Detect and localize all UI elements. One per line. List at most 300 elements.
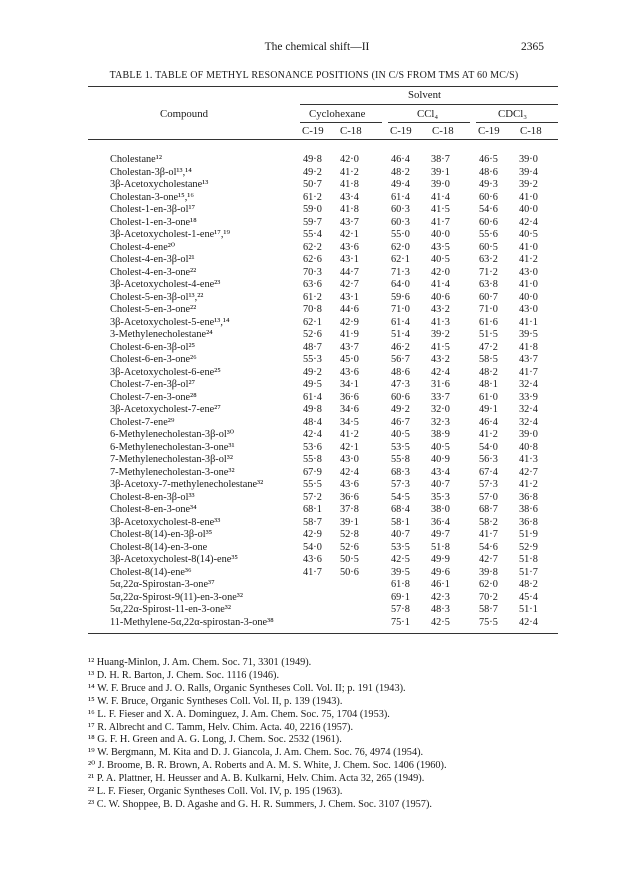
shift-value: 58·7 xyxy=(479,604,498,615)
shift-value: 52·8 xyxy=(340,529,359,540)
shift-value: 43·2 xyxy=(431,304,450,315)
shift-value: 51·7 xyxy=(519,566,538,578)
shift-value: 70·2 xyxy=(479,591,498,603)
shift-value: 69·1 xyxy=(391,591,410,603)
shift-value: 61·4 xyxy=(391,316,410,328)
shift-value: 36·8 xyxy=(519,516,538,528)
table-row xyxy=(0,354,624,367)
table-body xyxy=(0,154,624,629)
shift-value: 51·8 xyxy=(519,554,538,565)
shift-value: 55·5 xyxy=(303,479,322,490)
shift-value: 41·4 xyxy=(431,279,450,290)
shift-value: 41·2 xyxy=(340,166,359,178)
shift-value: 42·0 xyxy=(340,154,359,165)
shift-value: 54·6 xyxy=(479,204,498,215)
shift-value: 51·9 xyxy=(519,529,538,540)
shift-value: 41·0 xyxy=(519,191,538,203)
compound-name: Cholest-1-en-3-one¹⁸ xyxy=(110,216,197,228)
shift-value: 58·2 xyxy=(479,516,498,528)
table-row xyxy=(0,317,624,330)
compound-name: 11-Methylene-5α,22α-spirostan-3-one³⁸ xyxy=(110,616,274,628)
shift-value: 41·8 xyxy=(340,204,359,215)
shift-value: 48·1 xyxy=(479,379,498,390)
shift-value: 39·1 xyxy=(340,516,359,528)
shift-value: 31·6 xyxy=(431,379,450,390)
solvent-rule xyxy=(300,104,558,105)
shift-value: 58·1 xyxy=(391,516,410,528)
shift-value: 60·5 xyxy=(479,241,498,253)
shift-value: 75·5 xyxy=(479,616,498,628)
shift-value: 40·0 xyxy=(519,291,538,303)
compound-name: 3β-Acetoxycholestane¹³ xyxy=(110,179,209,190)
shift-value: 61·8 xyxy=(391,579,410,590)
table-row xyxy=(0,217,624,230)
shift-value: 42·7 xyxy=(340,279,359,290)
shift-value: 40·0 xyxy=(431,229,450,240)
compound-name: 5α,22α-Spirost-11-en-3-one³² xyxy=(110,604,231,615)
shift-value: 55·6 xyxy=(479,229,498,240)
shift-value: 38·0 xyxy=(431,504,450,515)
shift-value: 39·2 xyxy=(519,179,538,190)
shift-value: 53·5 xyxy=(391,441,410,453)
shift-value: 43·0 xyxy=(340,454,359,465)
shift-value: 55·8 xyxy=(303,454,322,465)
shift-value: 62·6 xyxy=(303,254,322,265)
shift-value: 43·4 xyxy=(431,466,450,478)
compound-name: 3β-Acetoxycholest-7-ene²⁷ xyxy=(110,404,221,415)
shift-value: 68·4 xyxy=(391,504,410,515)
shift-value: 57·3 xyxy=(479,479,498,490)
table-row xyxy=(0,404,624,417)
shift-value: 54·0 xyxy=(303,541,322,553)
shift-value: 42·1 xyxy=(340,441,359,453)
table-row xyxy=(0,604,624,617)
footnote: ¹⁹ W. Bergmann, M. Kita and D. J. Giancola, J. Am. Chem. Soc. 76, 4974 (1954). xyxy=(88,747,424,759)
compound-name: Cholest-8-en-3β-ol³³ xyxy=(110,491,195,503)
shift-value: 71·2 xyxy=(479,266,498,278)
shift-value: 34·6 xyxy=(340,404,359,415)
shift-value: 55·4 xyxy=(303,229,322,240)
shift-value: 46·2 xyxy=(391,341,410,353)
shift-value: 60·3 xyxy=(391,204,410,215)
compound-name: Cholest-6-en-3β-ol²⁵ xyxy=(110,341,196,353)
compound-name: 3-Methylenecholestane²⁴ xyxy=(110,329,213,340)
table-row xyxy=(0,167,624,180)
shift-value: 43·7 xyxy=(340,341,359,353)
shift-value: 48·6 xyxy=(479,166,498,178)
shift-value: 36·6 xyxy=(340,391,359,403)
shift-value: 39·4 xyxy=(519,166,538,178)
shift-value: 50·7 xyxy=(303,179,322,190)
running-head xyxy=(90,40,544,54)
shift-value: 39·0 xyxy=(519,154,538,165)
shift-value: 41·2 xyxy=(340,429,359,440)
shift-value: 39·0 xyxy=(519,429,538,440)
shift-value: 48·3 xyxy=(431,604,450,615)
shift-value: 33·9 xyxy=(519,391,538,403)
table-row xyxy=(0,567,624,580)
compound-name: 3β-Acetoxycholest-1-ene¹⁷,¹⁹ xyxy=(110,229,231,240)
shift-value: 40·5 xyxy=(391,429,410,440)
shift-value: 35·3 xyxy=(431,491,450,503)
solvent-cdcl3-header: CDCl₃ xyxy=(498,108,527,120)
compound-name: 7-Methylenecholestan-3β-ol³² xyxy=(110,454,233,465)
shift-value: 64·0 xyxy=(391,279,410,290)
shift-value: 52·9 xyxy=(519,541,538,553)
shift-value: 55·0 xyxy=(391,229,410,240)
footnote: ¹⁵ W. F. Bruce, Organic Syntheses Coll. Vol. II, p. 139 (1943). xyxy=(88,695,343,707)
shift-value: 40·0 xyxy=(519,204,538,215)
compound-name: Cholest-4-en-3β-ol²¹ xyxy=(110,254,195,265)
shift-value: 42·4 xyxy=(303,429,322,440)
table-row xyxy=(0,229,624,242)
table-row xyxy=(0,579,624,592)
shift-value: 37·8 xyxy=(340,504,359,515)
table-row xyxy=(0,454,624,467)
page-number: 2365 xyxy=(521,41,544,53)
shift-value: 63·6 xyxy=(303,279,322,290)
shift-value: 58·7 xyxy=(303,516,322,528)
table-row xyxy=(0,554,624,567)
shift-value: 36·8 xyxy=(519,491,538,503)
table-row xyxy=(0,292,624,305)
shift-value: 55·3 xyxy=(303,354,322,365)
footnote: ²⁰ J. Broome, B. R. Brown, A. Roberts and A. M. S. White, J. Chem. Soc. 1406 (1960). xyxy=(88,760,447,772)
table-row xyxy=(0,479,624,492)
shift-value: 59·6 xyxy=(391,291,410,303)
table-row xyxy=(0,504,624,517)
shift-value: 42·4 xyxy=(519,216,538,228)
shift-value: 48·2 xyxy=(391,166,410,178)
shift-value: 40·5 xyxy=(431,254,450,265)
shift-value: 43·0 xyxy=(519,304,538,315)
shift-value: 41·1 xyxy=(519,316,538,328)
shift-value: 40·5 xyxy=(519,229,538,240)
shift-value: 32·3 xyxy=(431,416,450,428)
shift-value: 57·8 xyxy=(391,604,410,615)
shift-value: 49·9 xyxy=(431,554,450,565)
shift-value: 49·5 xyxy=(303,379,322,390)
shift-value: 32·0 xyxy=(431,404,450,415)
shift-value: 42·0 xyxy=(431,266,450,278)
shift-value: 70·3 xyxy=(303,266,322,278)
shift-value: 41·8 xyxy=(519,341,538,353)
shift-value: 41·7 xyxy=(479,529,498,540)
shift-value: 60·6 xyxy=(479,191,498,203)
shift-value: 61·0 xyxy=(479,391,498,403)
table-row xyxy=(0,529,624,542)
shift-value: 33·7 xyxy=(431,391,450,403)
footnote: ¹⁸ G. F. H. Green and A. G. Long, J. Chem. Soc. 2532 (1961). xyxy=(88,734,342,746)
shift-value: 46·5 xyxy=(479,154,498,165)
shift-value: 49·4 xyxy=(391,179,410,190)
shift-value: 51·4 xyxy=(391,329,410,340)
shift-value: 42·4 xyxy=(340,466,359,478)
shift-value: 54·0 xyxy=(479,441,498,453)
shift-value: 50·5 xyxy=(340,554,359,565)
solvent-header: Solvent xyxy=(408,89,441,101)
shift-value: 43·7 xyxy=(340,216,359,228)
shift-value: 46·7 xyxy=(391,416,410,428)
shift-value: 63·2 xyxy=(479,254,498,265)
shift-value: 39·0 xyxy=(431,179,450,190)
shift-value: 38·6 xyxy=(519,504,538,515)
shift-value: 39·8 xyxy=(479,566,498,578)
compound-header: Compound xyxy=(160,108,208,120)
compound-name: 3β-Acetoxycholest-6-ene²⁵ xyxy=(110,366,221,378)
footnote: ¹⁶ L. F. Fieser and X. A. Dominguez, J. Am. Chem. Soc. 75, 1704 (1953). xyxy=(88,708,390,720)
compound-name: 3β-Acetoxycholest-8(14)-ene³⁵ xyxy=(110,554,238,565)
shift-value: 43·4 xyxy=(340,191,359,203)
shift-value: 61·2 xyxy=(303,291,322,303)
compound-name: Cholest-8(14)-en-3-one xyxy=(110,541,208,553)
shift-value: 62·1 xyxy=(303,316,322,328)
shift-value: 49·2 xyxy=(303,166,322,178)
shift-value: 53·5 xyxy=(391,541,410,553)
compound-name: Cholest-5-en-3β-ol¹³,²² xyxy=(110,291,204,303)
solvent-sub-rule-cyclohexane xyxy=(300,122,382,123)
shift-value: 47·3 xyxy=(391,379,410,390)
compound-name: Cholest-7-ene²⁹ xyxy=(110,416,175,428)
solvent-sub-rule-cdcl3 xyxy=(476,122,558,123)
shift-value: 49·3 xyxy=(479,179,498,190)
shift-value: 43·0 xyxy=(519,266,538,278)
shift-value: 49·1 xyxy=(479,404,498,415)
shift-value: 59·0 xyxy=(303,204,322,215)
compound-name: Cholestan-3-one¹⁵,¹⁶ xyxy=(110,191,194,203)
shift-value: 40·9 xyxy=(431,454,450,465)
shift-value: 51·8 xyxy=(431,541,450,553)
shift-value: 47·2 xyxy=(479,341,498,353)
shift-value: 60·6 xyxy=(391,391,410,403)
table-row xyxy=(0,417,624,430)
table-row xyxy=(0,592,624,605)
shift-value: 49·2 xyxy=(391,404,410,415)
table-row xyxy=(0,379,624,392)
shift-value: 40·8 xyxy=(519,441,538,453)
compound-name: Cholestane¹² xyxy=(110,154,162,165)
table-row xyxy=(0,392,624,405)
shift-value: 42·3 xyxy=(431,591,450,603)
table-row xyxy=(0,492,624,505)
table-row xyxy=(0,304,624,317)
shift-value: 42·9 xyxy=(340,316,359,328)
shift-value: 46·1 xyxy=(431,579,450,590)
footnote: ¹⁴ W. F. Bruce and J. O. Ralls, Organic Syntheses Coll. Vol. II; p. 191 (1943). xyxy=(88,682,406,694)
shift-value: 48·6 xyxy=(391,366,410,378)
shift-value: 41·2 xyxy=(479,429,498,440)
table-row xyxy=(0,429,624,442)
compound-name: 6-Methylenecholestan-3-one³¹ xyxy=(110,441,235,453)
shift-value: 48·2 xyxy=(519,579,538,590)
shift-value: 41·5 xyxy=(431,341,450,353)
shift-value: 42·4 xyxy=(519,616,538,628)
shift-value: 62·0 xyxy=(391,241,410,253)
shift-value: 38·7 xyxy=(431,154,450,165)
shift-value: 43·6 xyxy=(303,554,322,565)
solvent-cyclohexane-header: Cyclohexane xyxy=(309,108,366,120)
shift-value: 32·4 xyxy=(519,416,538,428)
shift-value: 41·2 xyxy=(519,479,538,490)
shift-value: 40·7 xyxy=(391,529,410,540)
shift-value: 43·1 xyxy=(340,254,359,265)
shift-value: 60·3 xyxy=(391,216,410,228)
shift-value: 49·2 xyxy=(303,366,322,378)
solvent-ccl4-header: CCl₄ xyxy=(417,108,439,120)
table-top-rule xyxy=(88,86,558,87)
shift-value: 40·6 xyxy=(431,291,450,303)
shift-value: 43·6 xyxy=(340,241,359,253)
shift-value: 42·7 xyxy=(519,466,538,478)
table-row xyxy=(0,192,624,205)
shift-value: 71·0 xyxy=(391,304,410,315)
shift-value: 56·7 xyxy=(391,354,410,365)
subheader-c18: C-18 xyxy=(520,125,542,137)
table-row xyxy=(0,442,624,455)
shift-value: 41·7 xyxy=(431,216,450,228)
shift-value: 40·5 xyxy=(431,441,450,453)
shift-value: 54·6 xyxy=(479,541,498,553)
compound-name: Cholest-8-en-3-one³⁴ xyxy=(110,504,197,515)
shift-value: 45·4 xyxy=(519,591,538,603)
shift-value: 62·0 xyxy=(479,579,498,590)
table-row xyxy=(0,267,624,280)
shift-value: 60·6 xyxy=(479,216,498,228)
table-row xyxy=(0,367,624,380)
shift-value: 48·4 xyxy=(303,416,322,428)
shift-value: 39·1 xyxy=(431,166,450,178)
shift-value: 60·7 xyxy=(479,291,498,303)
shift-value: 75·1 xyxy=(391,616,410,628)
table-row xyxy=(0,329,624,342)
shift-value: 49·6 xyxy=(431,566,450,578)
shift-value: 41·5 xyxy=(431,204,450,215)
compound-name: Cholest-6-en-3-one²⁶ xyxy=(110,354,197,365)
shift-value: 39·5 xyxy=(519,329,538,340)
shift-value: 68·1 xyxy=(303,504,322,515)
shift-value: 67·4 xyxy=(479,466,498,478)
table-row xyxy=(0,279,624,292)
shift-value: 39·2 xyxy=(431,329,450,340)
compound-name: Cholest-7-en-3-one²⁸ xyxy=(110,391,197,403)
shift-value: 62·2 xyxy=(303,241,322,253)
shift-value: 43·7 xyxy=(519,354,538,365)
shift-value: 41·7 xyxy=(519,366,538,378)
table-row xyxy=(0,154,624,167)
shift-value: 43·1 xyxy=(340,291,359,303)
shift-value: 71·0 xyxy=(479,304,498,315)
shift-value: 46·4 xyxy=(479,416,498,428)
shift-value: 68·7 xyxy=(479,504,498,515)
shift-value: 43·2 xyxy=(431,354,450,365)
compound-name: 3β-Acetoxy-7-methylenecholestane³² xyxy=(110,479,264,490)
shift-value: 61·4 xyxy=(391,191,410,203)
shift-value: 49·8 xyxy=(303,404,322,415)
table-row xyxy=(0,242,624,255)
shift-value: 48·7 xyxy=(303,341,322,353)
shift-value: 44·6 xyxy=(340,304,359,315)
shift-value: 42·9 xyxy=(303,529,322,540)
compound-name: 5α,22α-Spirostan-3-one³⁷ xyxy=(110,579,215,590)
footnotes xyxy=(88,657,558,812)
table-row xyxy=(0,542,624,555)
shift-value: 42·1 xyxy=(340,229,359,240)
shift-value: 36·4 xyxy=(431,516,450,528)
shift-value: 41·0 xyxy=(519,241,538,253)
shift-value: 55·8 xyxy=(391,454,410,465)
shift-value: 49·7 xyxy=(431,529,450,540)
shift-value: 59·7 xyxy=(303,216,322,228)
table-row xyxy=(0,617,624,630)
shift-value: 41·0 xyxy=(519,279,538,290)
compound-name: Cholest-4-en-3-one²² xyxy=(110,266,197,278)
compound-name: Cholest-8(14)-ene³⁶ xyxy=(110,566,192,578)
shift-value: 50·6 xyxy=(340,566,359,578)
compound-name: Cholest-4-ene²⁰ xyxy=(110,241,175,253)
shift-value: 63·8 xyxy=(479,279,498,290)
subheader-c18: C-18 xyxy=(340,125,362,137)
shift-value: 71·3 xyxy=(391,266,410,278)
compound-name: Cholest-1-en-3β-ol¹⁷ xyxy=(110,204,196,215)
compound-name: Cholest-8(14)-en-3β-ol³⁵ xyxy=(110,529,213,540)
subheader-c19: C-19 xyxy=(390,125,412,137)
table-row xyxy=(0,179,624,192)
shift-value: 57·3 xyxy=(391,479,410,490)
shift-value: 42·4 xyxy=(431,366,450,378)
compound-name: Cholest-5-en-3-one²² xyxy=(110,304,197,315)
table-row xyxy=(0,517,624,530)
table-row xyxy=(0,254,624,267)
footnote: ²¹ P. A. Plattner, H. Heusser and A. B. Kulkarni, Helv. Chim. Acta 32, 265 (1949). xyxy=(88,773,425,785)
footnote: ¹³ D. H. R. Barton, J. Chem. Soc. 1116 (1946). xyxy=(88,669,280,681)
shift-value: 32·4 xyxy=(519,404,538,415)
shift-value: 38·9 xyxy=(431,429,450,440)
shift-value: 41·4 xyxy=(431,191,450,203)
subheader-c19: C-19 xyxy=(478,125,500,137)
shift-value: 61·2 xyxy=(303,191,322,203)
table-caption: TABLE 1. TABLE OF METHYL RESONANCE POSITIONS (IN C/S FROM TMS AT 60 MC/S) xyxy=(109,70,519,81)
shift-value: 57·0 xyxy=(479,491,498,503)
shift-value: 41·9 xyxy=(340,329,359,340)
shift-value: 70·8 xyxy=(303,304,322,315)
shift-value: 53·6 xyxy=(303,441,322,453)
table-row xyxy=(0,204,624,217)
table-row xyxy=(0,342,624,355)
shift-value: 40·7 xyxy=(431,479,450,490)
shift-value: 51·1 xyxy=(519,604,538,615)
shift-value: 39·5 xyxy=(391,566,410,578)
shift-value: 34·5 xyxy=(340,416,359,428)
shift-value: 32·4 xyxy=(519,379,538,390)
footnote: ²² L. F. Fieser, Organic Syntheses Coll. Vol. IV, p. 195 (1963). xyxy=(88,786,343,798)
compound-name: 3β-Acetoxycholest-8-ene³³ xyxy=(110,516,221,528)
header-bottom-rule xyxy=(88,139,558,140)
shift-value: 42·5 xyxy=(391,554,410,565)
shift-value: 41·3 xyxy=(431,316,450,328)
shift-value: 61·4 xyxy=(303,391,322,403)
shift-value: 41·8 xyxy=(340,179,359,190)
compound-name: 7-Methylenecholestan-3-one³² xyxy=(110,466,235,478)
shift-value: 49·8 xyxy=(303,154,322,165)
shift-value: 34·1 xyxy=(340,379,359,390)
compound-name: 6-Methylenecholestan-3β-ol³⁰ xyxy=(110,429,234,440)
shift-value: 67·9 xyxy=(303,466,322,478)
compound-name: 5α,22α-Spirost-9(11)-en-3-one³² xyxy=(110,591,243,603)
shift-value: 52·6 xyxy=(303,329,322,340)
compound-name: Cholest-7-en-3β-ol²⁷ xyxy=(110,379,196,390)
shift-value: 41·2 xyxy=(519,254,538,265)
shift-value: 41·3 xyxy=(519,454,538,465)
